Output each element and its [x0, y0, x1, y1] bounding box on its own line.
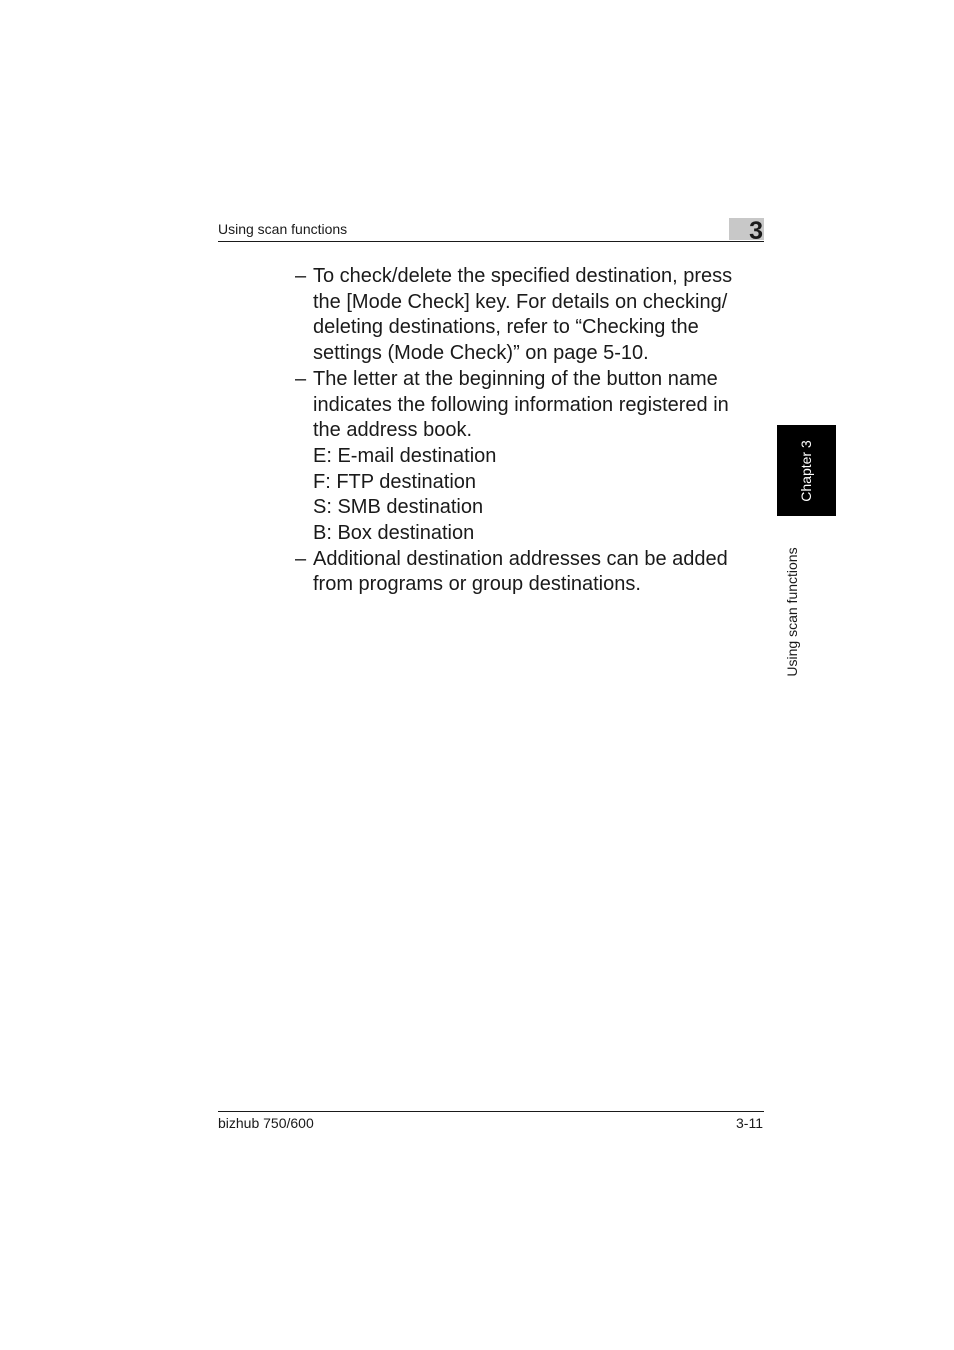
bullet-item-additional-destinations — [295, 547, 775, 598]
item-line: E: E-mail destination — [313, 444, 497, 467]
footer-page-number: 3-11 — [736, 1115, 763, 1131]
running-header-title: Using scan functions — [218, 221, 348, 237]
item-line: B: Box destination — [313, 522, 475, 545]
item-line: the address book. — [313, 419, 472, 442]
item-line: Additional destination addresses can be added — [313, 547, 728, 570]
footer-rule — [218, 1111, 764, 1112]
chapter-side-tab-label: Chapter 3 — [798, 440, 814, 502]
item-line: F: FTP destination — [313, 470, 477, 493]
chapter-number: 3 — [749, 217, 763, 245]
footer-product-name: bizhub 750/600 — [218, 1115, 314, 1131]
bullet-dash: – — [295, 547, 307, 570]
item-line: settings (Mode Check)” on page 5-10. — [313, 342, 649, 365]
item-line: To check/delete the specified destination, press — [313, 265, 733, 287]
bullet-item-button-letters — [295, 367, 775, 547]
bullet-item-mode-check — [295, 264, 775, 367]
chapter-number-box — [729, 217, 764, 245]
bullet-dash: – — [295, 367, 307, 390]
body-content — [295, 264, 775, 598]
section-side-label: Using scan functions — [784, 547, 800, 677]
item-line: indicates the following information registered in — [313, 393, 729, 416]
item-line: from programs or group destinations. — [313, 573, 641, 596]
item-line: the [Mode Check] key. For details on checking/ — [313, 290, 728, 313]
bullet-dash: – — [295, 265, 307, 287]
chapter-side-tab — [777, 425, 836, 516]
item-line: The letter at the beginning of the button name — [313, 367, 718, 390]
item-line: S: SMB destination — [313, 496, 484, 519]
header-rule — [218, 241, 764, 242]
item-line: deleting destinations, refer to “Checking the — [313, 316, 699, 339]
